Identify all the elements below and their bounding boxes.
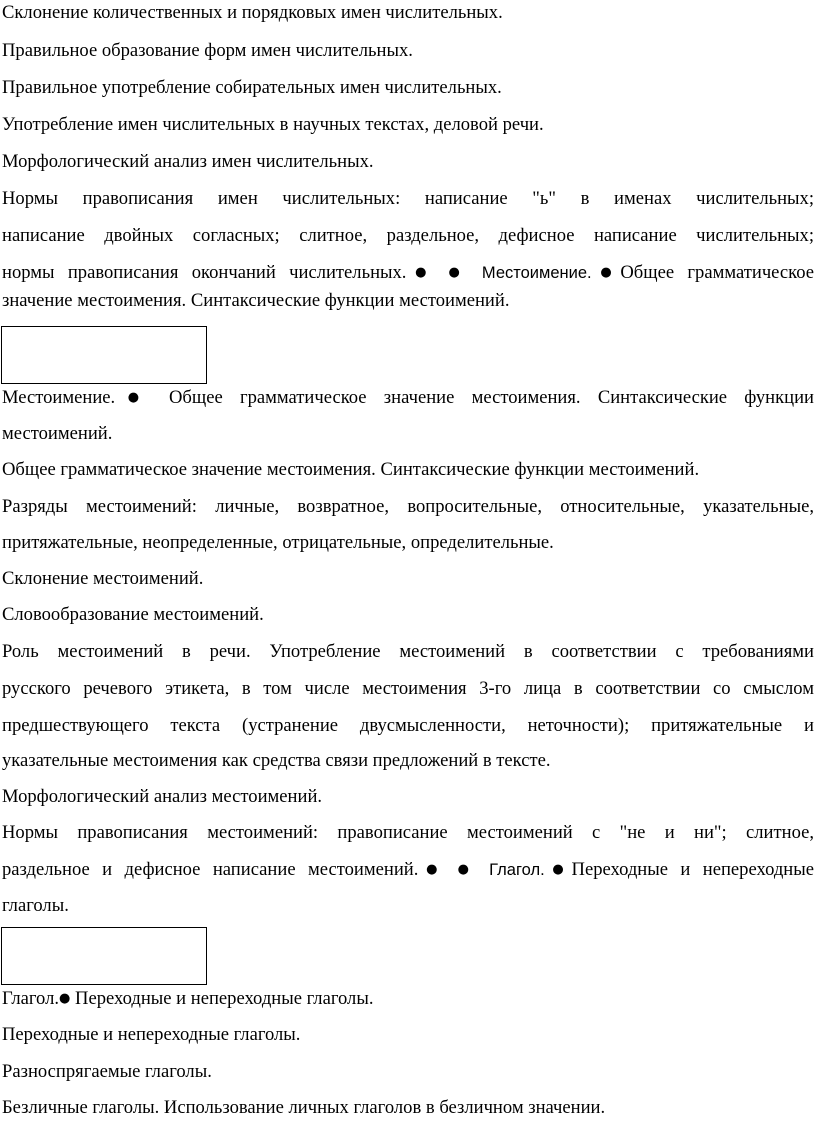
bullet-icon: ●	[59, 991, 71, 1006]
bullet-icon: ●	[457, 862, 477, 877]
paragraph-pronoun-meaning-line4: значение местоимения. Синтаксические функции местоимений.	[2, 290, 510, 311]
paragraph-heteroclitic-verbs: Разноспрягаемые глаголы.	[2, 1061, 212, 1082]
bullet-icon: ●	[448, 265, 469, 280]
transitive-text: Переходные и непереходные	[571, 859, 814, 880]
bullet-icon: ●	[418, 862, 446, 877]
paragraph-pronoun-line1	[2, 387, 814, 411]
general-meaning-text: Общее грамматическое	[620, 262, 815, 283]
paragraph-numeral-spelling-line2: написание двойных согласных; слитное, раздельное, дефисное написание числительных;	[2, 225, 814, 246]
paragraph-pronoun-role-line2: русского речевого этикета, в том числе местоимения 3-го лица в соответствии со смыслом	[2, 678, 814, 699]
empty-frame	[1, 326, 207, 384]
paragraph-pronoun-role-line4: указательные местоимения как средства связи предложений в тексте.	[2, 750, 551, 771]
paragraph-pronoun-role-line3: предшествующего текста (устранение двусмысленности, неточности); притяжательные и	[2, 715, 814, 736]
verb-transitive-text: Переходные и непереходные глаголы.	[70, 988, 374, 1009]
verb-heading-inline: Глагол.	[489, 861, 545, 879]
numeral-endings-text: нормы правописания окончаний числительных.	[2, 262, 407, 283]
paragraph-numerals-scientific: Употребление имен числительных в научных текстах, деловой речи.	[2, 114, 544, 135]
paragraph-collective-numerals: Правильное употребление собирательных имен числительных.	[2, 77, 502, 98]
paragraph-numeral-spelling-line3	[2, 262, 814, 286]
bullet-icon: ●	[544, 862, 572, 877]
paragraph-pronoun-line2: местоимений.	[2, 423, 113, 444]
paragraph-transitive-verbs: Переходные и непереходные глаголы.	[2, 1024, 301, 1045]
paragraph-numeral-declension: Склонение количественных и порядковых имен числительных.	[2, 2, 503, 23]
pronoun-heading: Местоимение.	[2, 387, 116, 408]
paragraph-pronoun-word-formation: Словообразование местоимений.	[2, 604, 264, 625]
paragraph-numeral-morph-analysis: Морфологический анализ имен числительных.	[2, 151, 374, 172]
pronoun-meaning-text: Общее грамматическое значение местоимения. Синтаксические функции	[169, 387, 815, 408]
bullet-icon: ●	[406, 265, 436, 280]
paragraph-impersonal-verbs: Безличные глаголы. Использование личных глаголов в безличном значении.	[2, 1097, 606, 1118]
paragraph-pronoun-spelling-line2	[2, 859, 814, 883]
paragraph-pronoun-categories-line2: притяжательные, неопределенные, отрицательные, определительные.	[2, 532, 554, 553]
paragraph-pronoun-declension: Склонение местоимений.	[2, 568, 204, 589]
paragraph-verb-heading	[2, 988, 814, 1012]
paragraph-numeral-forms: Правильное образование форм имен числительных.	[2, 40, 413, 61]
bullet-icon: ●	[591, 265, 621, 280]
paragraph-numeral-spelling-line1: Нормы правописания имен числительных: написание "ь" в именах числительных;	[2, 188, 814, 209]
verb-heading: Глагол.	[2, 988, 60, 1009]
empty-frame	[1, 927, 207, 985]
paragraph-pronoun-general-meaning: Общее грамматическое значение местоимения. Синтаксические функции местоимений.	[2, 459, 700, 480]
paragraph-pronoun-spelling-line3: глаголы.	[2, 895, 69, 916]
paragraph-pronoun-spelling-line1: Нормы правописания местоимений: правописание местоимений с "не и ни"; слитное,	[2, 822, 814, 843]
paragraph-pronoun-role-line1: Роль местоимений в речи. Употребление местоимений в соответствии с требованиями	[2, 641, 814, 662]
pronoun-heading-inline: Местоимение.	[481, 264, 592, 282]
pronoun-hyphen-text: раздельное и дефисное написание местоимений.	[2, 859, 419, 880]
bullet-icon: ●	[115, 390, 152, 405]
paragraph-pronoun-morph-analysis: Морфологический анализ местоимений.	[2, 786, 323, 807]
paragraph-pronoun-categories-line1: Разряды местоимений: личные, возвратное, вопросительные, относительные, указательные,	[2, 496, 814, 517]
